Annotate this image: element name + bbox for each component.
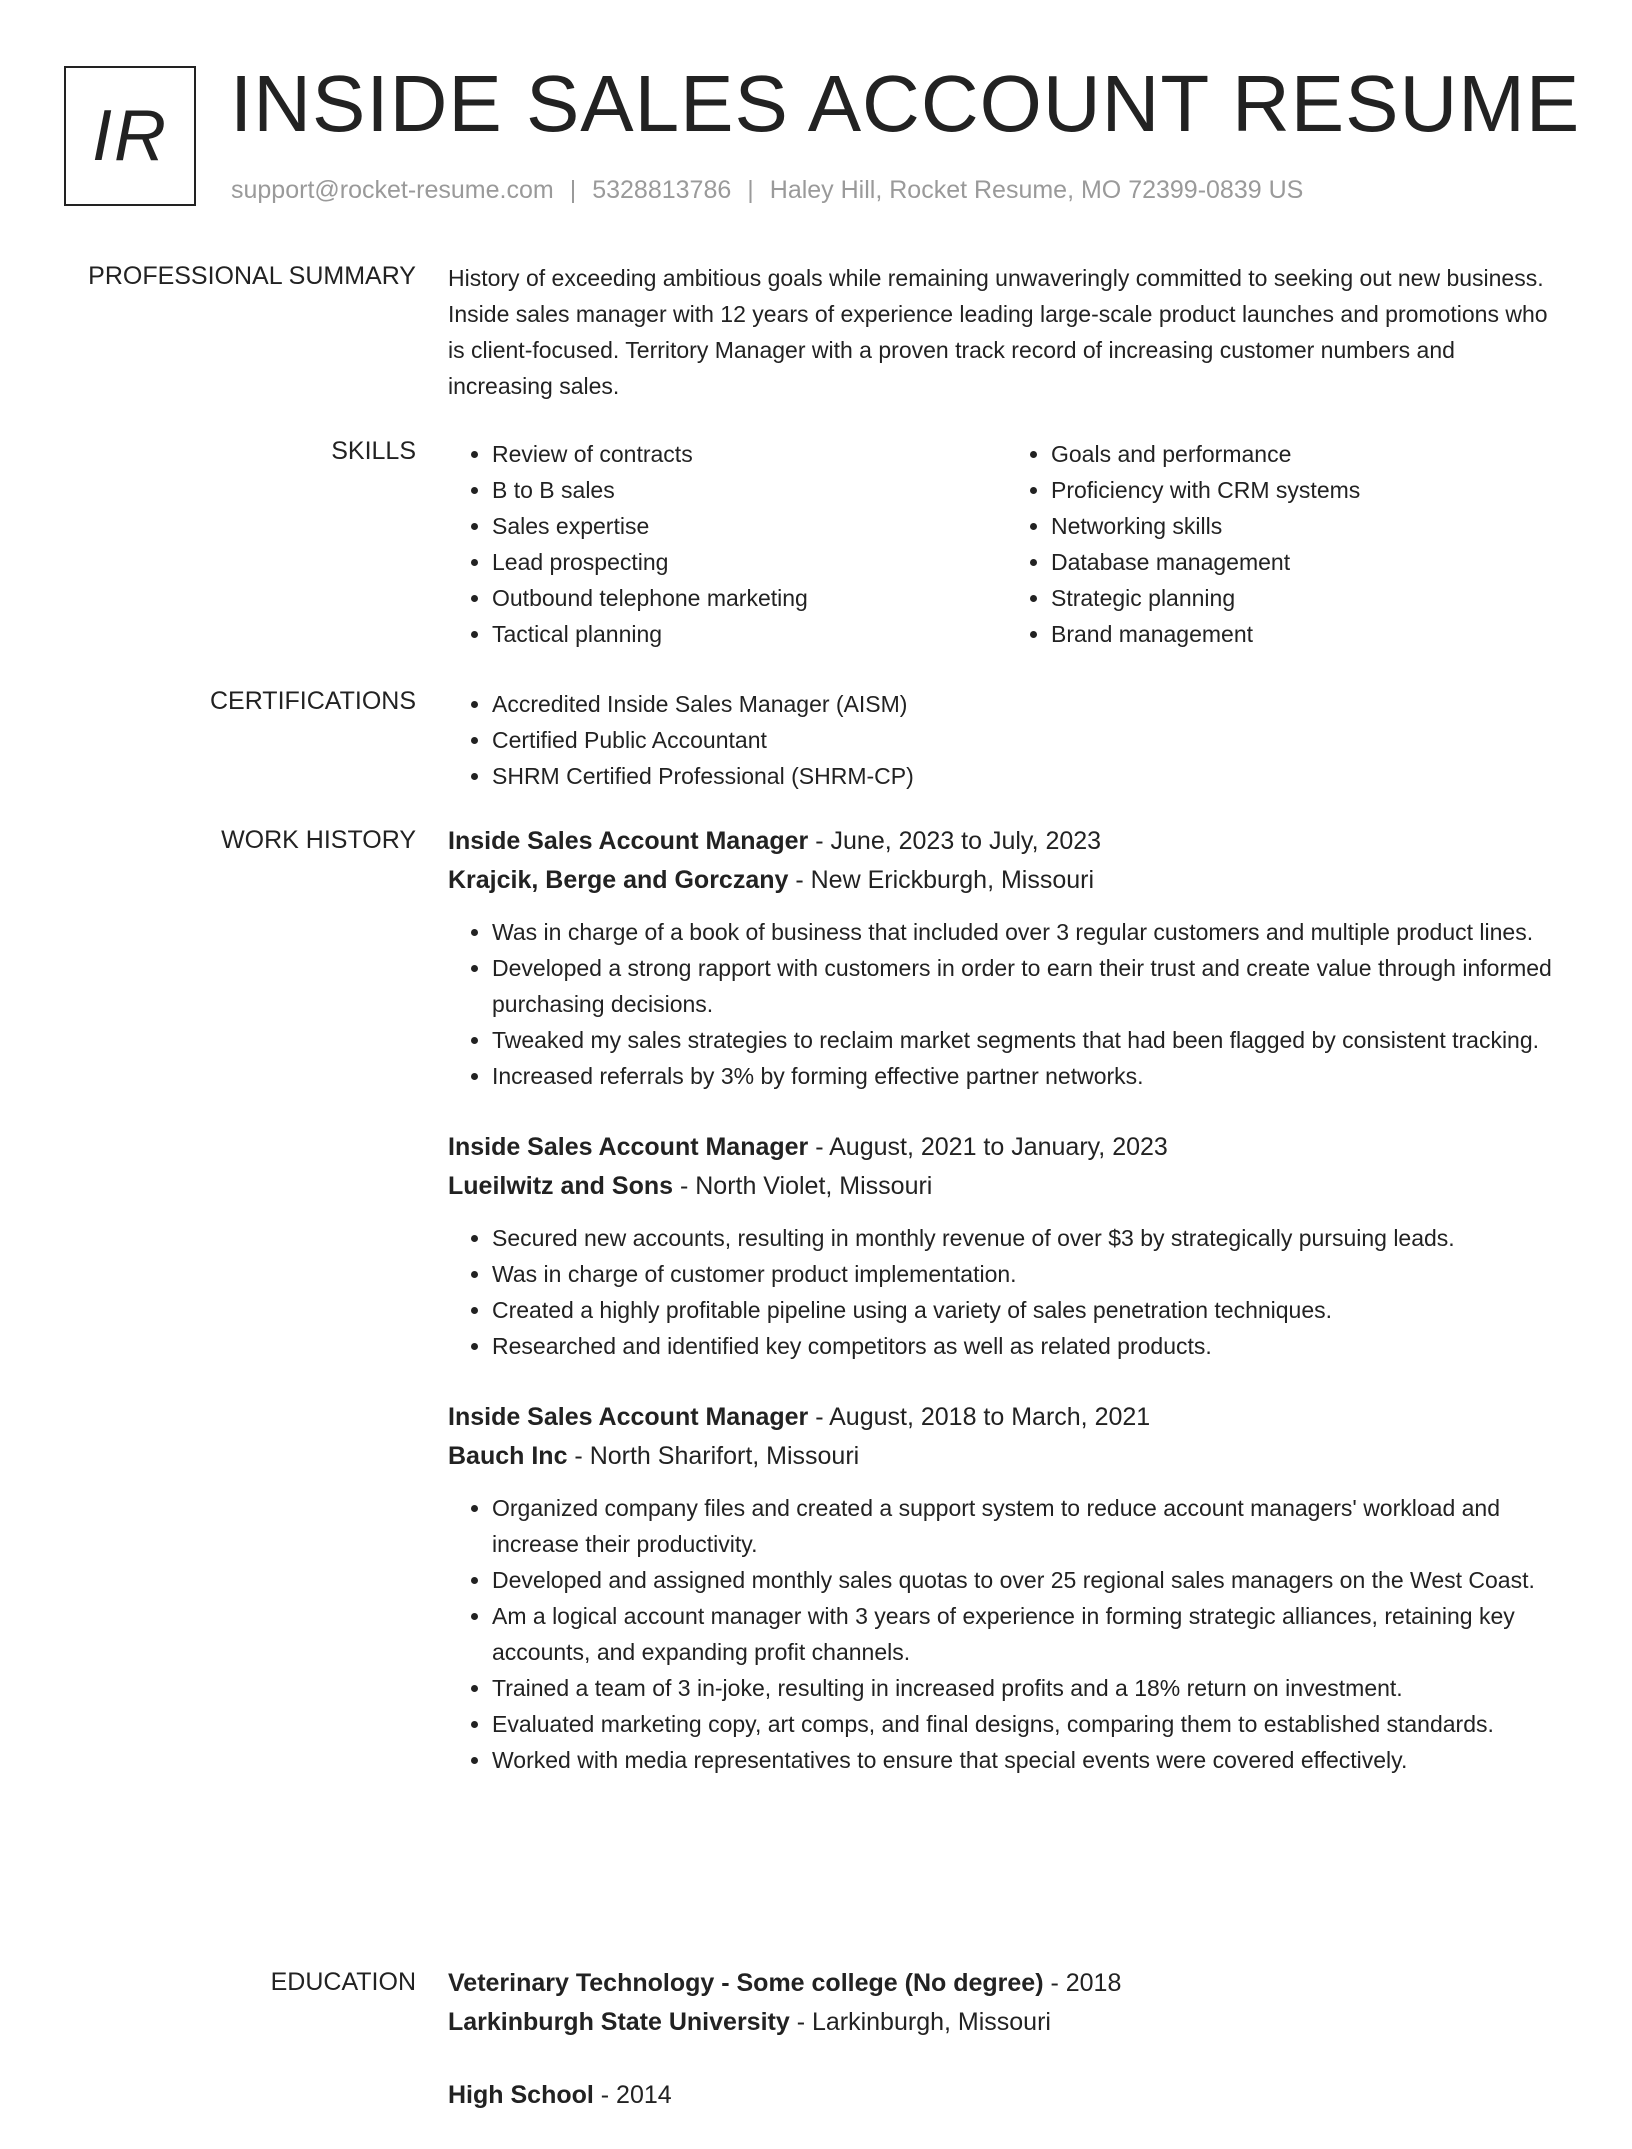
job-header (448, 822, 1566, 861)
job-entry (448, 1128, 1566, 1364)
job-bullet: • Secured new accounts, resulting in monthly revenue of over $3 by strategically pursuing leads. (492, 1220, 1566, 1256)
job-title: Inside Sales Account Manager (448, 1133, 809, 1161)
section-label-skills: SKILLS (331, 437, 416, 465)
certification-item: • Accredited Inside Sales Manager (AISM) (492, 686, 1566, 722)
education-header (448, 1964, 1566, 2003)
certifications-list (448, 686, 1566, 794)
summary-body (448, 260, 1566, 404)
job-bullet: • Was in charge of customer product implementation. (492, 1256, 1566, 1292)
skill-item: • Lead prospecting (492, 544, 1007, 580)
job-dates: - August, 2018 to March, 2021 (808, 1403, 1151, 1431)
certification-item: • Certified Public Accountant (492, 722, 1566, 758)
section-label-work: WORK HISTORY (221, 826, 416, 854)
job-bullets (448, 914, 1566, 1094)
education-header (448, 2076, 1566, 2115)
contact-address: Haley Hill, Rocket Resume, MO 72399-0839 US (769, 176, 1304, 204)
job-header (448, 1398, 1566, 1437)
skill-item: • Tactical planning (492, 616, 1007, 652)
certifications-body (448, 686, 1566, 794)
job-bullet: • Trained a team of 3 in-joke, resulting in increased profits and a 18% return on investment. (492, 1670, 1566, 1706)
contact-separator: | (569, 176, 577, 204)
contact-phone[interactable]: 5328813786 (592, 176, 732, 204)
job-location: - North Violet, Missouri (673, 1172, 933, 1200)
education-body (448, 1964, 1566, 2149)
skill-item: • Sales expertise (492, 508, 1007, 544)
education-year: - 2014 (593, 2081, 672, 2109)
job-location: - North Sharifort, Missouri (567, 1442, 860, 1470)
job-bullet: • Worked with media representatives to ensure that special events were covered effectively. (492, 1742, 1566, 1778)
section-label-summary: PROFESSIONAL SUMMARY (88, 262, 416, 290)
skill-item: • Networking skills (1051, 508, 1566, 544)
skill-item: • B to B sales (492, 472, 1007, 508)
job-title: Inside Sales Account Manager (448, 1403, 809, 1431)
contact-line (231, 176, 1303, 205)
job-company: Lueilwitz and Sons (448, 1172, 674, 1200)
job-company-line (448, 1167, 1566, 1206)
education-location: - Larkinburgh, Missouri (789, 2008, 1051, 2036)
job-header (448, 1128, 1566, 1167)
job-bullet: • Organized company files and created a support system to reduce account managers' workload and increase their productivity. (492, 1490, 1566, 1562)
job-dates: - August, 2021 to January, 2023 (808, 1133, 1168, 1161)
monogram-initials: IR (92, 96, 168, 176)
education-entry (448, 1964, 1566, 2042)
summary-text: History of exceeding ambitious goals while remaining unwaveringly committed to seeking out new business. Inside sales manager with 12 years of experience leading large-scale product launches and promotions who is client-focused. Territory Manager with a proven track record of increasing customer numbers and increasing sales. (448, 265, 1548, 399)
skill-item: • Proficiency with CRM systems (1051, 472, 1566, 508)
skill-item: • Strategic planning (1051, 580, 1566, 616)
job-bullet: • Tweaked my sales strategies to reclaim market segments that had been flagged by consistent tracking. (492, 1022, 1566, 1058)
monogram-box (64, 66, 196, 206)
job-company: Krajcik, Berge and Gorczany (448, 866, 789, 894)
certification-item: • SHRM Certified Professional (SHRM-CP) (492, 758, 1566, 794)
section-label-certifications: CERTIFICATIONS (209, 687, 416, 715)
skills-body (448, 436, 1566, 652)
job-dates: - June, 2023 to July, 2023 (808, 827, 1102, 855)
education-entry (448, 2076, 1566, 2115)
job-company: Bauch Inc (448, 1442, 568, 1470)
job-bullet: • Created a highly profitable pipeline using a variety of sales penetration techniques. (492, 1292, 1566, 1328)
education-school: Larkinburgh State University (448, 2008, 790, 2036)
skill-item: • Review of contracts (492, 436, 1007, 472)
job-bullet: • Evaluated marketing copy, art comps, and final designs, comparing them to established standards. (492, 1706, 1566, 1742)
skills-list-left (448, 436, 1007, 652)
skills-list-right (1007, 436, 1566, 652)
job-bullet: • Was in charge of a book of business that included over 3 regular customers and multiple product lines. (492, 914, 1566, 950)
job-bullet: • Increased referrals by 3% by forming effective partner networks. (492, 1058, 1566, 1094)
job-entry (448, 822, 1566, 1094)
resume-title: INSIDE SALES ACCOUNT RESUME (230, 59, 1581, 148)
job-entry (448, 1398, 1566, 1778)
job-bullet: • Researched and identified key competitors as well as related products. (492, 1328, 1566, 1364)
contact-email[interactable]: support@rocket-resume.com (231, 176, 554, 204)
skill-item: • Database management (1051, 544, 1566, 580)
job-bullet: • Am a logical account manager with 3 years of experience in forming strategic alliances, retaining key accounts, and expanding profit channels. (492, 1598, 1566, 1670)
job-bullets (448, 1490, 1566, 1778)
education-degree: High School (448, 2081, 594, 2109)
job-bullets (448, 1220, 1566, 1364)
work-body (448, 822, 1566, 1812)
education-year: - 2018 (1043, 1969, 1122, 1997)
skill-item: • Outbound telephone marketing (492, 580, 1007, 616)
contact-separator: | (747, 176, 754, 204)
job-bullet: • Developed and assigned monthly sales quotas to over 25 regional sales managers on the West Coast. (492, 1562, 1566, 1598)
job-bullet: • Developed a strong rapport with customers in order to earn their trust and create value through informed purchasing decisions. (492, 950, 1566, 1022)
job-title: Inside Sales Account Manager (448, 827, 809, 855)
skill-item: • Goals and performance (1051, 436, 1566, 472)
job-company-line (448, 1437, 1566, 1476)
education-degree: Veterinary Technology - Some college (No degree) (448, 1969, 1044, 1997)
skill-item: • Brand management (1051, 616, 1566, 652)
education-school-line (448, 2003, 1566, 2042)
job-company-line (448, 861, 1566, 900)
section-label-education: EDUCATION (270, 1968, 416, 1996)
job-location: - New Erickburgh, Missouri (788, 866, 1095, 894)
